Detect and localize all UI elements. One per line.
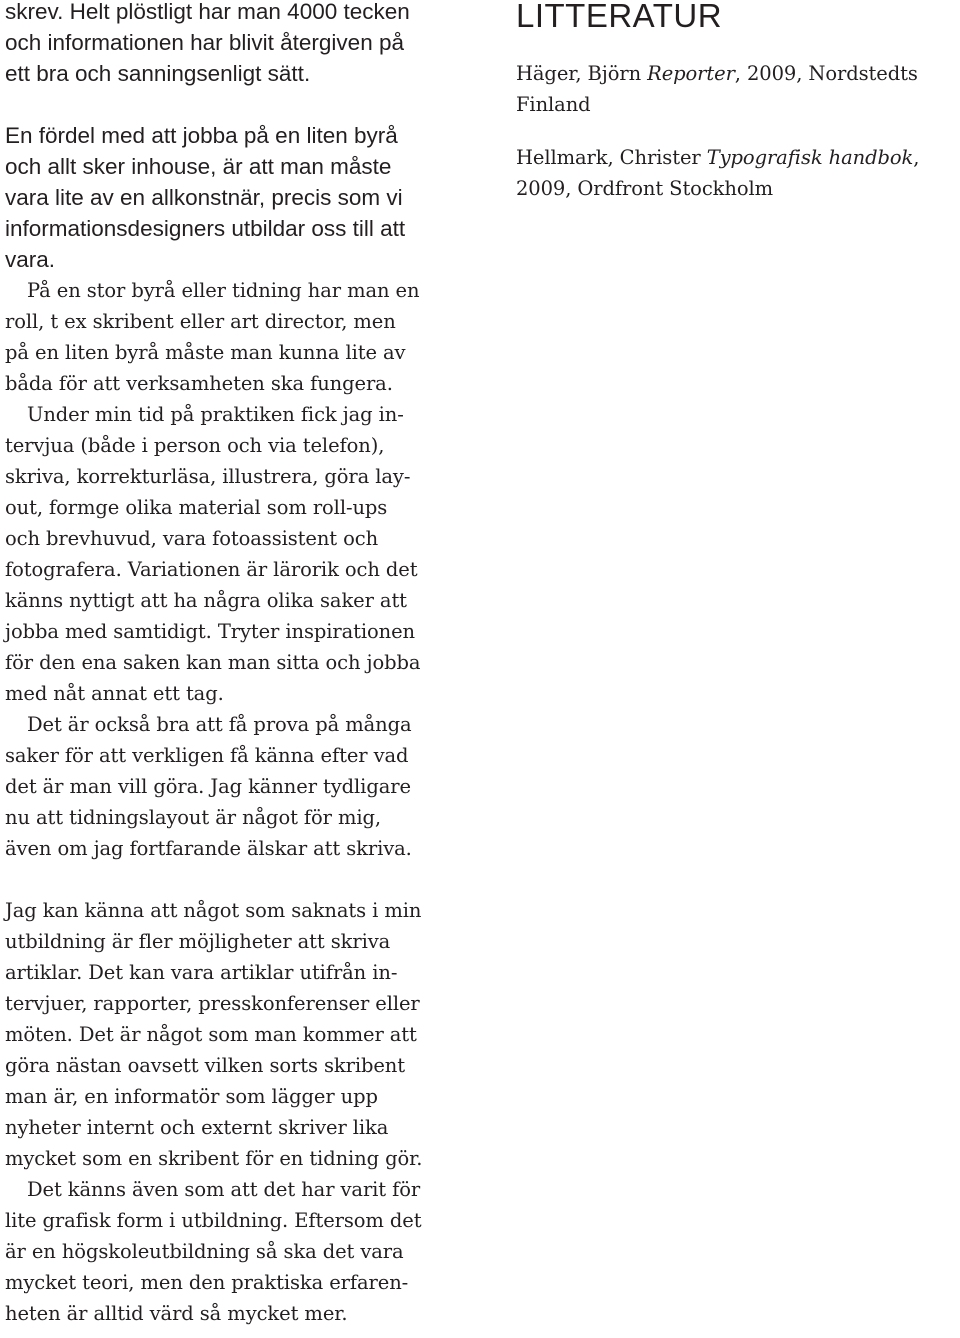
text-line: nu att tidningslayout är något för mig, <box>5 806 381 829</box>
text-line: vara. <box>5 247 56 272</box>
reference-item <box>516 142 960 204</box>
text-line: båda för att verksamheten ska fungera. <box>5 372 393 395</box>
text-line: roll, t ex skribent eller art director, men <box>5 310 396 333</box>
text-line: Jag kan känna att något som saknats i min <box>5 899 422 922</box>
text-line: saker för att verkligen få känna efter vad <box>5 744 409 767</box>
text-line: och brevhuvud, vara fotoassistent och <box>5 527 379 550</box>
reference-item <box>516 58 960 120</box>
main-text-column <box>5 0 473 1329</box>
text-line: tervjuer, rapporter, presskonferenser eller <box>5 992 420 1015</box>
literature-column <box>516 0 960 226</box>
text-line: göra nästan oavsett vilken sorts skribent <box>5 1054 405 1077</box>
paragraph-variety <box>5 709 473 864</box>
text-line: för den ena saken kan man sitta och jobba <box>5 651 421 674</box>
text-line: med nåt annat ett tag. <box>5 682 224 705</box>
paragraph-graphic-form <box>5 1174 473 1329</box>
paragraph-gap <box>5 89 473 120</box>
text-line: På en stor byrå eller tidning har man en <box>27 279 420 302</box>
text-line: ett bra och sanningsenligt sätt. <box>5 61 311 86</box>
text-line: och informationen har blivit återgiven på <box>5 30 404 55</box>
text-line: känns nyttigt att ha några olika saker att <box>5 589 407 612</box>
text-line: Det är också bra att få prova på många <box>27 713 412 736</box>
body-paragraphs <box>5 275 473 1329</box>
text-line: möten. Det är något som man kommer att <box>5 1023 417 1046</box>
text-line: jobba med samtidigt. Tryter inspirationen <box>5 620 415 643</box>
paragraph-internship <box>5 399 473 709</box>
text-line: Under min tid på praktiken fick jag in- <box>27 403 404 426</box>
paragraph-gap <box>5 864 473 895</box>
reference-author: Hellmark, Christer <box>516 146 707 169</box>
reference-author: Häger, Björn <box>516 62 648 85</box>
reference-title: Reporter <box>647 62 735 85</box>
literature-heading: LITTERATUR <box>516 0 723 34</box>
text-line: lite grafisk form i utbildning. Eftersom det <box>5 1209 422 1232</box>
text-line: skriva, korrekturläsa, illustrera, göra lay- <box>5 465 411 488</box>
text-line: fotografera. Variationen är lärorik och det <box>5 558 418 581</box>
reference-details: , 2009, Nordstedts <box>734 62 918 85</box>
text-line: och allt sker inhouse, är att man måste <box>5 154 392 179</box>
text-line: skrev. Helt plöstligt har man 4000 tecken <box>5 0 410 24</box>
reference-details: 2009, Ordfront Stockholm <box>516 177 773 200</box>
reference-details: Finland <box>516 93 591 116</box>
text-line: även om jag fortfarande älskar att skriva. <box>5 837 412 860</box>
text-line: vara lite av en allkonstnär, precis som vi <box>5 185 403 210</box>
text-line: är en högskoleutbildning så ska det vara <box>5 1240 404 1263</box>
text-line: man är, en informatör som lägger upp <box>5 1085 378 1108</box>
intro-paragraphs <box>5 0 473 275</box>
text-line: mycket teori, men den praktiska erfaren- <box>5 1271 409 1294</box>
text-line: tervjua (både i person och via telefon), <box>5 434 385 457</box>
paragraph-missing-writing <box>5 895 473 1174</box>
text-line: heten är alltid värd så mycket mer. <box>5 1302 348 1325</box>
paragraph-roles <box>5 275 473 399</box>
text-line: out, formge olika material som roll-ups <box>5 496 388 519</box>
text-line: det är man vill göra. Jag känner tydligare <box>5 775 411 798</box>
text-line: nyheter internt och externt skriver lika <box>5 1116 389 1139</box>
reference-line <box>516 58 960 89</box>
text-line: artiklar. Det kan vara artiklar utifrån in- <box>5 961 398 984</box>
reference-details: , <box>913 146 920 169</box>
text-line: En fördel med att jobba på en liten byrå <box>5 123 398 148</box>
text-line: Det känns även som att det har varit för <box>27 1178 421 1201</box>
reference-line <box>516 142 960 173</box>
reference-title: Typografisk handbok <box>706 146 914 169</box>
text-line: mycket som en skribent för en tidning gör. <box>5 1147 423 1170</box>
text-line: på en liten byrå måste man kunna lite av <box>5 341 406 364</box>
text-line: informationsdesigners utbildar oss till att <box>5 216 406 241</box>
text-line: utbildning är fler möjligheter att skriva <box>5 930 391 953</box>
